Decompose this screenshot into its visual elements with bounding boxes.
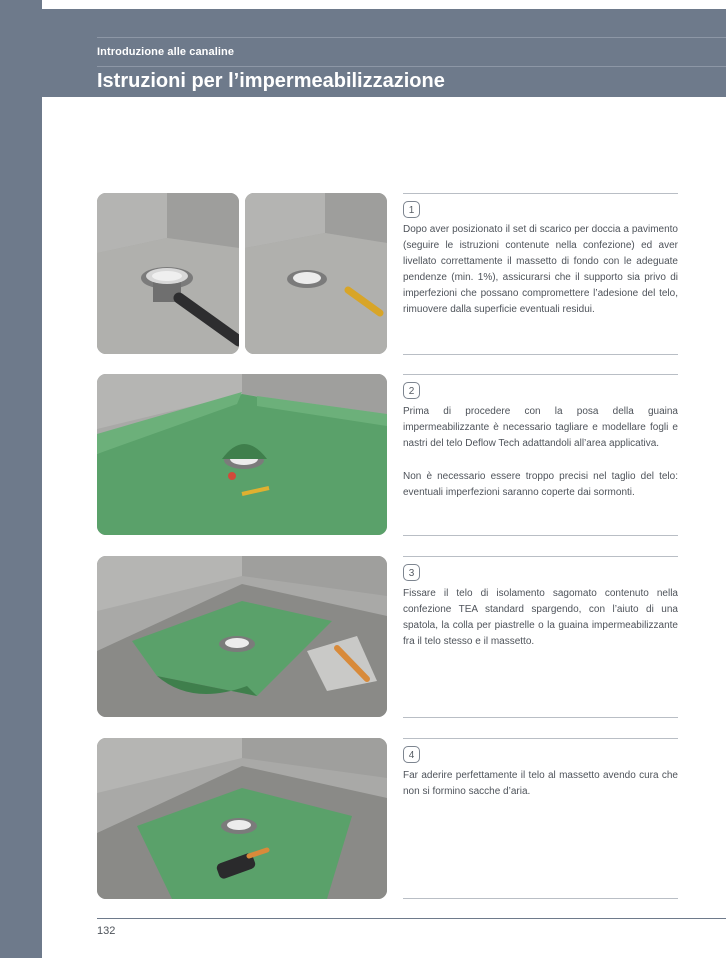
- side-band: [0, 0, 42, 958]
- page-header: [42, 9, 726, 97]
- header-divider: [97, 66, 726, 67]
- step4-text: Far aderire perfettamente il telo al massetto avendo cura che non si formino sacche d’aria.: [403, 770, 678, 797]
- step2-photo-membrane-cut: [97, 374, 387, 535]
- step-number: 2: [403, 382, 420, 399]
- step1-photo-level: [245, 193, 387, 354]
- step1-photo-drain-pipe: [97, 193, 239, 354]
- step1-text: Dopo aver posizionato il set di scarico per doccia a pavimento (seguire le istruzioni contenute nella confezione) ed aver livellato correttamente il massetto di fondo con le adeguate pendenze (min. 1%), assicurarsi che il supporto sia privo di imperfezioni che possano compromettere l’adesione del telo, rimuovere dalla superficie eventuali residui.: [403, 224, 678, 315]
- page-title: Istruzioni per l’impermeabilizzazione: [97, 70, 445, 92]
- footer-divider: [97, 918, 726, 919]
- step4-photo-roller: [97, 738, 387, 899]
- step2-text: Prima di procedere con la posa della guaina impermeabilizzante è necessario tagliare e modellare fogli e nastri del telo Deflow Tech adattandoli all’area applicativa.: [403, 406, 678, 449]
- section-label: Introduzione alle canaline: [97, 46, 235, 58]
- step-number: 3: [403, 564, 420, 581]
- step3-photo-adhesive: [97, 556, 387, 717]
- step-number: 1: [403, 201, 420, 218]
- step-number: 4: [403, 746, 420, 763]
- header-divider: [97, 37, 726, 38]
- page-number: 132: [97, 925, 116, 937]
- step2-note: Non è necessario essere troppo precisi nel taglio del telo: eventuali imperfezioni saranno coperte dai sormonti.: [403, 471, 678, 498]
- step3-text: Fissare il telo di isolamento sagomato contenuto nella confezione TEA standard spargendo, con l’aiuto di una spatola, la colla per piastrelle o la guaina impermeabilizzante fra il telo stesso e il massetto.: [403, 588, 678, 647]
